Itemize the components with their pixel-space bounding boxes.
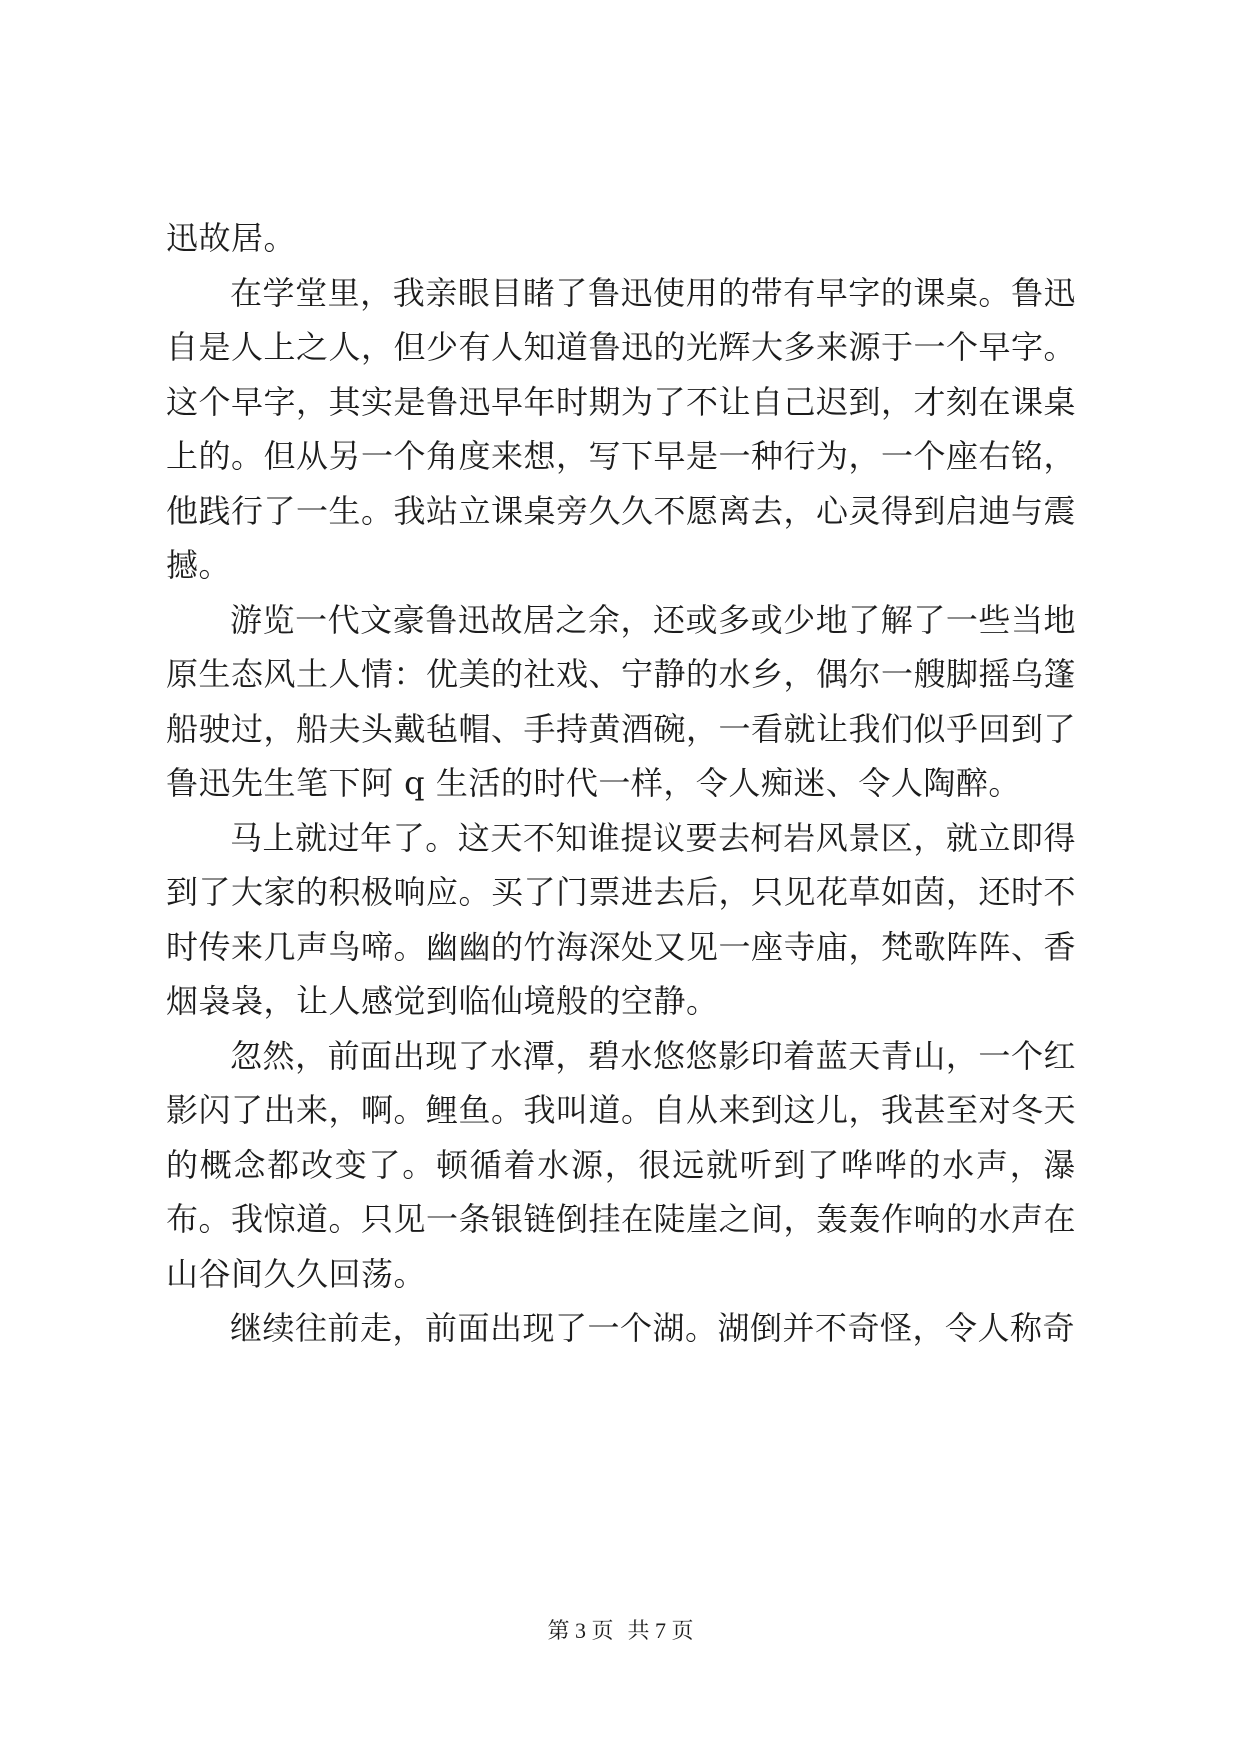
paragraph-1: 迅故居。 [166, 219, 297, 257]
page-total: 共 7 页 [627, 1618, 694, 1643]
document-body [166, 211, 1076, 1356]
paragraph-5: 忽然，前面出现了水潭，碧水悠悠影印着蓝天青山，一个红影闪了出来，啊。鲤鱼。我叫道。自从来到这儿，我甚至对冬天的概念都改变了。顿循着水源，很远就听到了哗哗的水声，瀑布。我惊道。只见一条银链倒挂在陡崖之间，轰轰作响的水声在山谷间久久回荡。 [166, 1036, 1077, 1293]
page-footer [0, 1616, 1241, 1646]
paragraph-3: 游览一代文豪鲁迅故居之余，还或多或少地了解了一些当地原生态风土人情：优美的社戏、宁静的水乡，偶尔一艘脚摇乌篷船驶过，船夫头戴毡帽、手持黄酒碗，一看就让我们似乎回到了鲁迅先生笔下阿 q 生活的时代一样，令人痴迷、令人陶醉。 [166, 600, 1077, 802]
paragraph-4: 马上就过年了。这天不知谁提议要去柯岩风景区，就立即得到了大家的积极响应。买了门票进去后，只见花草如茵，还时不时传来几声鸟啼。幽幽的竹海深处又见一座寺庙，梵歌阵阵、香烟袅袅，让人感觉到临仙境般的空静。 [166, 818, 1077, 1020]
paragraph-2: 在学堂里，我亲眼目睹了鲁迅使用的带有早字的课桌。鲁迅自是人上之人，但少有人知道鲁迅的光辉大多来源于一个早字。这个早字，其实是鲁迅早年时期为了不让自己迟到，才刻在课桌上的。但从另一个角度来想，写下早是一种行为，一个座右铭，他践行了一生。我站立课桌旁久久不愿离去，心灵得到启迪与震撼。 [166, 273, 1077, 584]
paragraph-6: 继续往前走，前面出现了一个湖。湖倒并不奇怪，令人称奇 [230, 1309, 1076, 1347]
page-number: 第 3 页 [547, 1618, 614, 1643]
